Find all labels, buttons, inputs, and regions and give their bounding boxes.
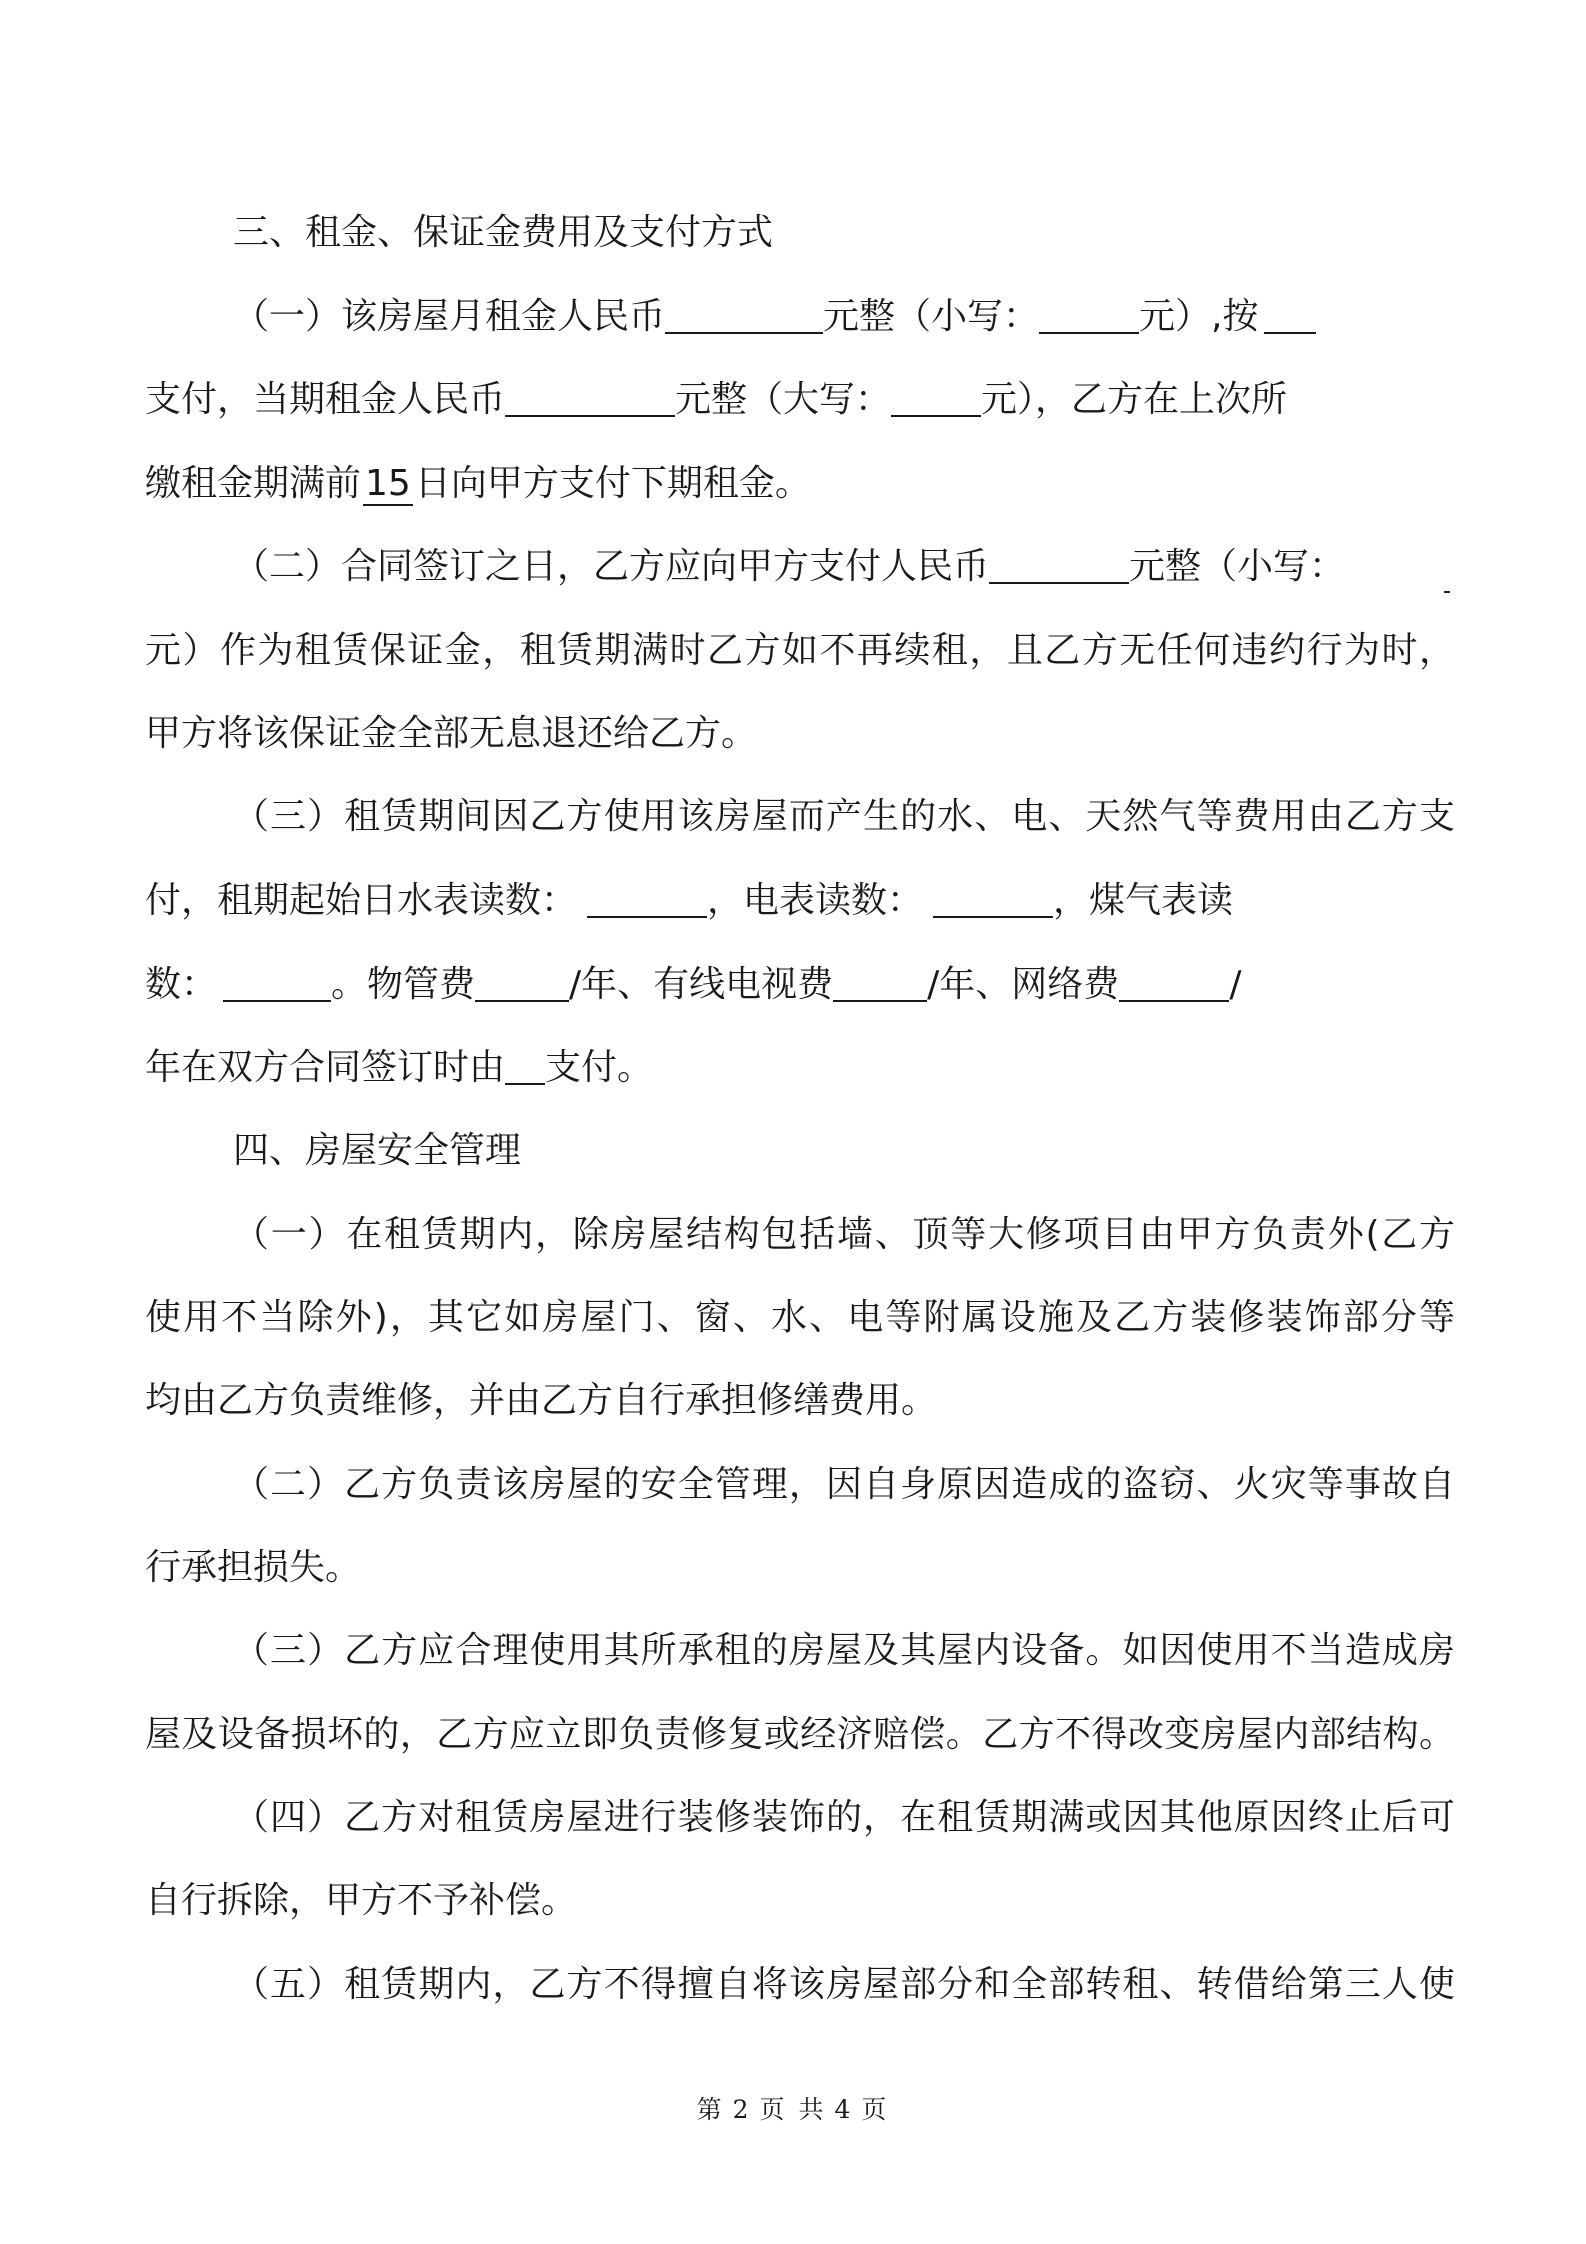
page-total: 4 bbox=[834, 2095, 854, 2124]
paragraph-line: 缴租金期满前 15 日向甲方支付下期租金。 bbox=[145, 463, 811, 504]
blank-field[interactable] bbox=[891, 381, 981, 417]
paragraph-line: （二）乙方负责该房屋的安全管理，因自身原因造成的盗窃、火灾等事故自 bbox=[233, 1464, 1455, 1505]
blank-field-mark bbox=[1444, 591, 1450, 593]
electric-meter-blank[interactable] bbox=[933, 882, 1053, 918]
section-heading-safety: 四、房屋安全管理 bbox=[233, 1130, 522, 1171]
paragraph-line: 支付，当期租金人民币 元整（大写： 元），乙方在上次所 bbox=[145, 379, 1288, 420]
section-heading-rent: 三、租金、保证金费用及支付方式 bbox=[233, 212, 774, 253]
paragraph-line: （二）合同签订之日，乙方应向甲方支付人民币 元整（小写： bbox=[233, 546, 1346, 587]
paragraph-line: 年在双方合同签订时由 支付。 bbox=[145, 1047, 654, 1088]
page-footer: 第 2 页 共 4 页 bbox=[696, 2095, 890, 2124]
blank-field[interactable] bbox=[505, 381, 675, 417]
blank-field[interactable] bbox=[665, 298, 823, 334]
paragraph-line: （一）该房屋月租金人民币 元整（小写： 元）,按 bbox=[233, 292, 1543, 342]
cable-fee-blank[interactable] bbox=[833, 966, 927, 1002]
paragraph-line: （三）租赁期间因乙方使用该房屋而产生的水、电、天然气等费用由乙方支 bbox=[233, 796, 1455, 837]
paragraph-line: （三）乙方应合理使用其所承租的房屋及其屋内设备。如因使用不当造成房 bbox=[233, 1630, 1455, 1671]
paragraph-line: 付，租期起始日水表读数： ，电表读数： ，煤气表读 bbox=[145, 880, 1234, 921]
paragraph-line: 屋及设备损坏的，乙方应立即负责修复或经济赔偿。乙方不得改变房屋内部结构。 bbox=[145, 1714, 1455, 1755]
page-number: 2 bbox=[732, 2095, 752, 2124]
paragraph-line: 行承担损失。 bbox=[145, 1547, 362, 1588]
property-fee-blank[interactable] bbox=[475, 966, 569, 1002]
gas-meter-blank[interactable] bbox=[223, 966, 331, 1002]
paragraph-line: 数： 。物管费 /年、有线电视费 /年、网络费 / bbox=[145, 964, 1242, 1005]
blank-field[interactable] bbox=[1039, 298, 1139, 334]
paragraph-line: （五）租赁期内，乙方不得擅自将该房屋部分和全部转租、转借给第三人使 bbox=[233, 1964, 1455, 2005]
paragraph-line: （四）乙方对租赁房屋进行装修装饰的，在租赁期满或因其他原因终止后可 bbox=[233, 1797, 1455, 1838]
days-value[interactable]: 15 bbox=[365, 463, 411, 504]
blank-field[interactable] bbox=[989, 548, 1129, 584]
paragraph-line: 甲方将该保证金全部无息退还给乙方。 bbox=[145, 713, 758, 754]
water-meter-blank[interactable] bbox=[587, 882, 707, 918]
network-fee-blank[interactable] bbox=[1119, 966, 1229, 1002]
payer-blank[interactable] bbox=[505, 1049, 545, 1085]
paragraph-line: 均由乙方负责维修，并由乙方自行承担修缮费用。 bbox=[145, 1380, 938, 1421]
blank-field[interactable] bbox=[1264, 298, 1316, 334]
paragraph-line: 使用不当除外)，其它如房屋门、窗、水、电等附属设施及乙方装修装饰部分等 bbox=[145, 1297, 1455, 1338]
paragraph-line: （一）在租赁期内，除房屋结构包括墙、顶等大修项目由甲方负责外(乙方 bbox=[233, 1214, 1455, 1255]
paragraph-line: 元）作为租赁保证金，租赁期满时乙方如不再续租，且乙方无任何违约行为时， bbox=[145, 630, 1455, 671]
paragraph-line: 自行拆除，甲方不予补偿。 bbox=[145, 1880, 578, 1921]
